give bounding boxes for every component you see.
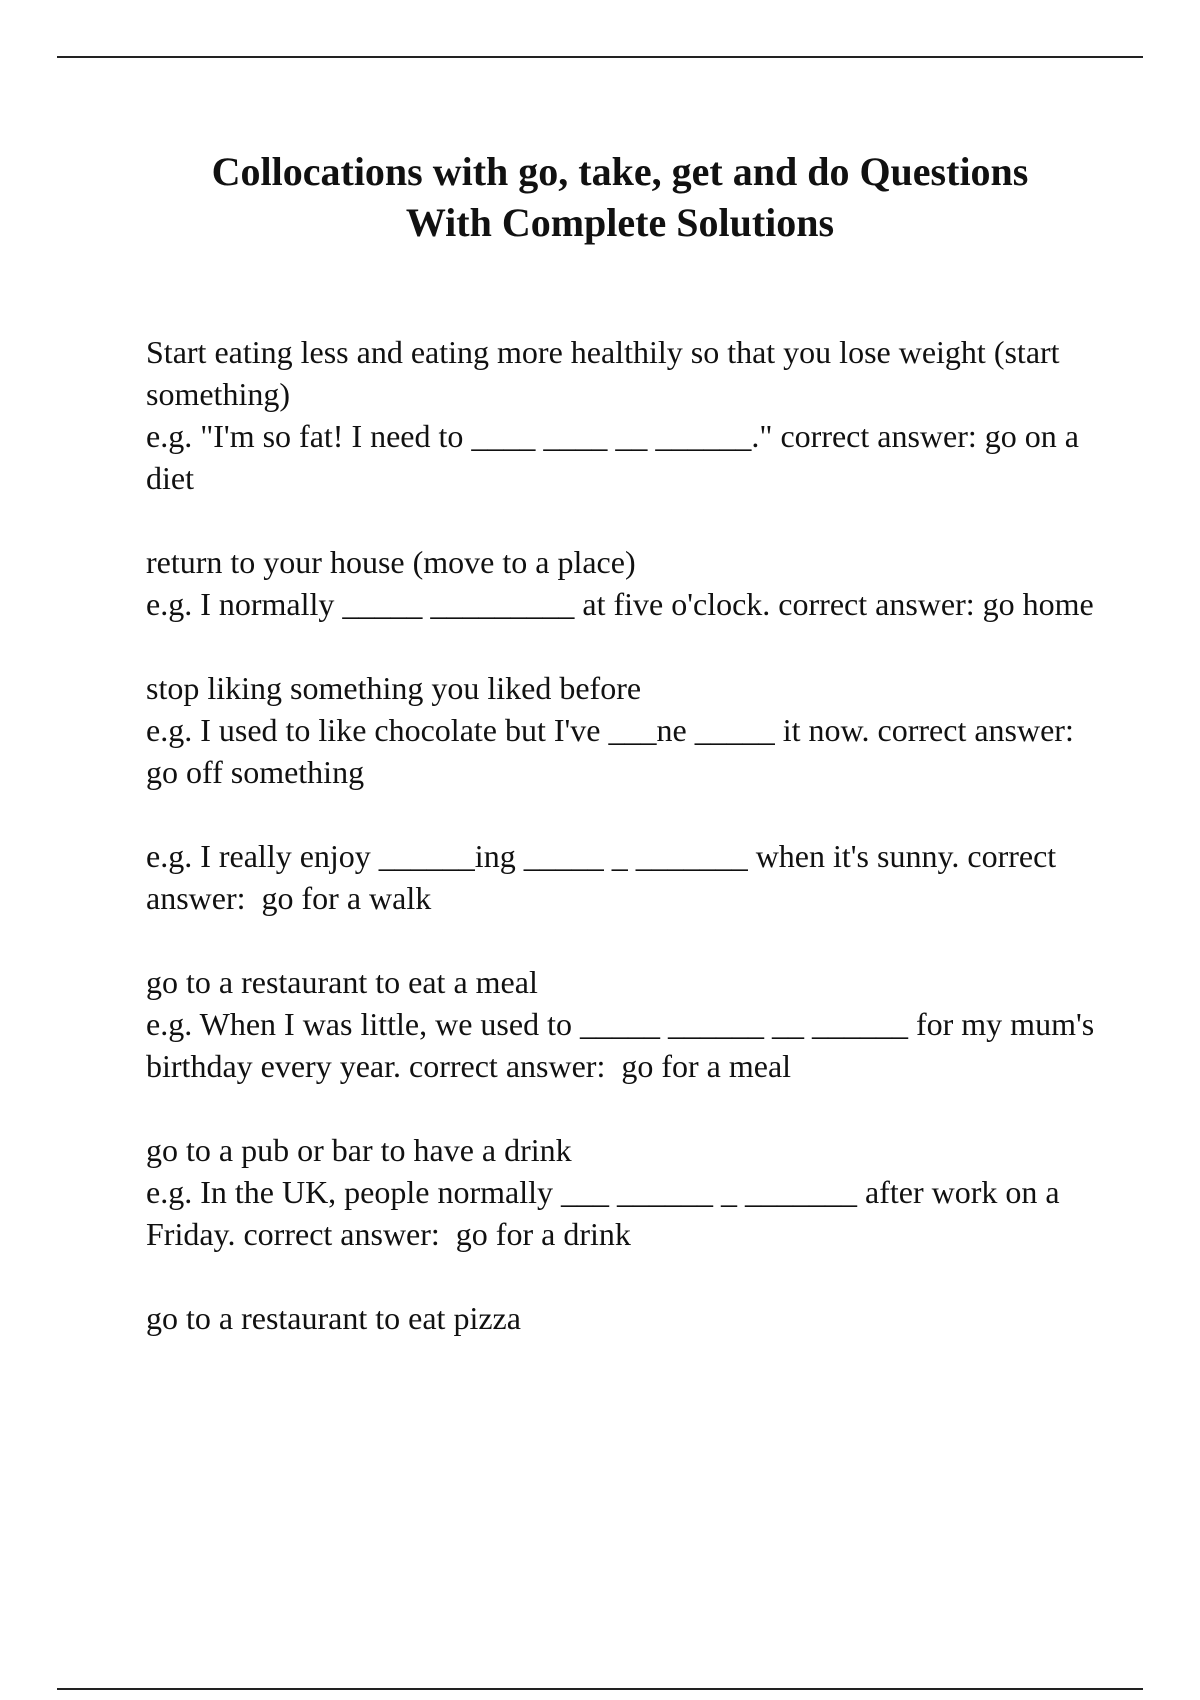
question-item [146,541,1096,625]
question-definition: return to your house (move to a place) [146,544,636,580]
question-example-answer: e.g. I normally _____ _________ at five o'clock. correct answer: go home [146,586,1094,622]
question-example-answer: e.g. When I was little, we used to _____ ______ __ ______ for my mum's birthday every year. correct answer: go for a meal [146,1006,1103,1084]
question-item [146,1297,1096,1339]
question-definition: Start eating less and eating more healthily so that you lose weight (start something) [146,334,1068,412]
document-title [120,146,1120,248]
question-item [146,1129,1096,1255]
title-line-2: With Complete Solutions [405,200,835,245]
question-example-answer: e.g. I used to like chocolate but I've ___ne _____ it now. correct answer: go off something [146,712,1090,790]
question-example-answer: e.g. In the UK, people normally ___ ______ _ _______ after work on a Friday. correct answer: go for a drink [146,1174,1068,1252]
question-example-answer: e.g. I really enjoy ______ing _____ _ _______ when it's sunny. correct answer: go for a walk [146,838,1065,916]
question-definition: go to a restaurant to eat pizza [146,1300,521,1336]
question-list [146,331,1103,1381]
question-item [146,835,1096,919]
question-definition: stop liking something you liked before [146,670,642,706]
question-definition: go to a pub or bar to have a drink [146,1132,572,1168]
question-item [146,667,1096,793]
top-divider [57,56,1143,58]
title-line-1: Collocations with go, take, get and do Questions [211,149,1029,194]
bottom-divider [57,1688,1143,1690]
question-example-answer: e.g. "I'm so fat! I need to ____ ____ __ ______." correct answer: go on a diet [146,418,1087,496]
question-definition: go to a restaurant to eat a meal [146,964,538,1000]
question-item [146,961,1103,1087]
question-item [146,331,1096,499]
